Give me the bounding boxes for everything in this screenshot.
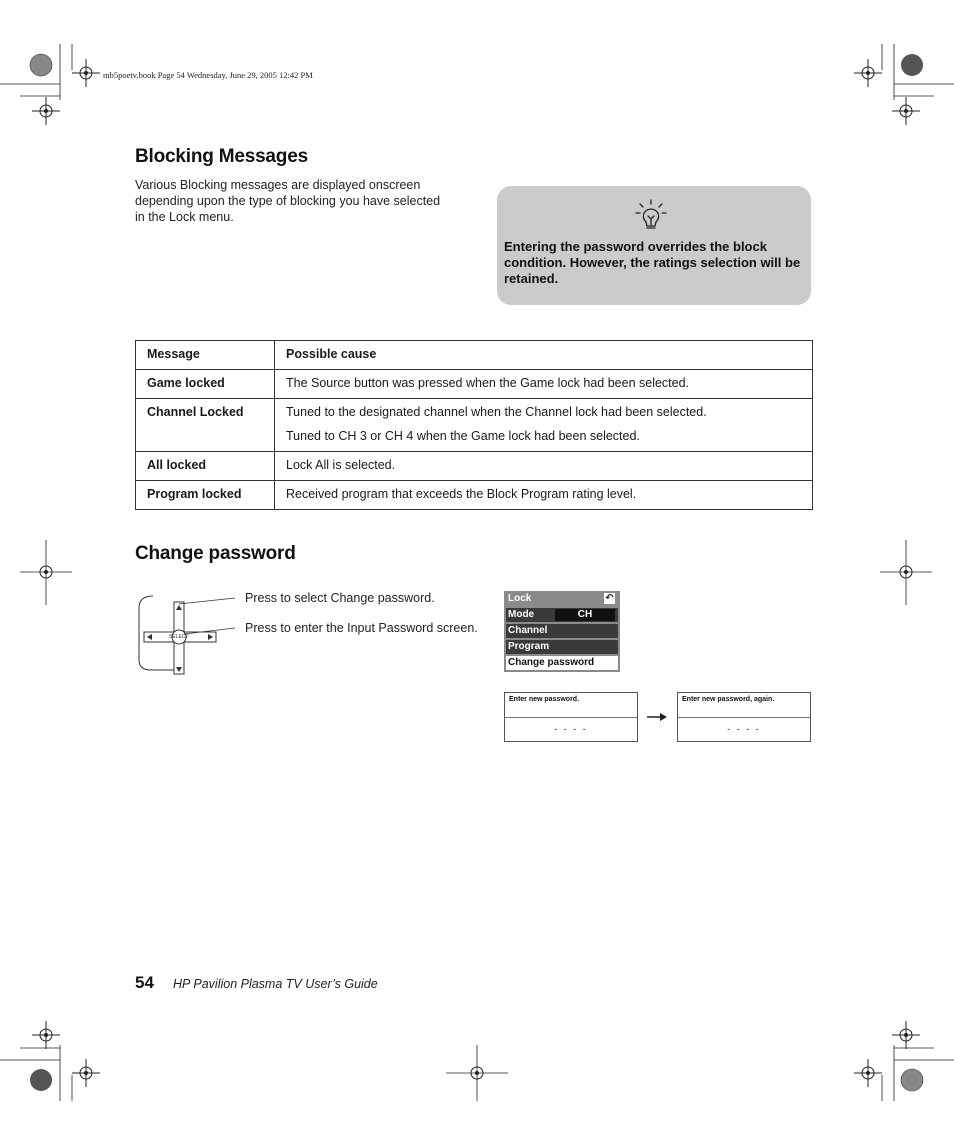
back-arrow-icon[interactable]: ↶ (605, 593, 614, 604)
password-prompt: Enter new password, again. (682, 696, 775, 703)
cause-text: Lock All is selected. (286, 458, 396, 472)
cause-cell (275, 481, 813, 510)
cause-text: The Source button was pressed when the Game lock had been selected. (286, 376, 690, 390)
osd-item-label: Channel (508, 625, 548, 636)
password-prompt: Enter new password. (509, 696, 580, 703)
osd-item-program[interactable] (506, 640, 618, 654)
password-dots: - - - - (727, 724, 761, 734)
lightbulb-icon (634, 198, 668, 232)
osd-item-change-password[interactable] (506, 656, 618, 670)
message-cell: Game locked (136, 370, 275, 399)
table-row (136, 370, 813, 399)
cause-cell (275, 399, 813, 452)
table-header-row (136, 341, 813, 370)
message-cell: All locked (136, 452, 275, 481)
message-cell: Program locked (136, 481, 275, 510)
lock-menu-title: Lock (508, 593, 532, 604)
blocking-messages-table (135, 340, 813, 510)
table-header-cause: Possible cause (275, 341, 813, 370)
osd-item-channel[interactable] (506, 624, 618, 638)
table-row (136, 452, 813, 481)
page-number: 54 (135, 973, 154, 992)
password-entry-box-1[interactable] (504, 692, 638, 742)
table-row (136, 481, 813, 510)
divider (678, 717, 810, 718)
osd-item-mode[interactable] (506, 608, 618, 622)
remote-dpad-illustration (135, 594, 235, 676)
password-entry-box-2[interactable] (677, 692, 811, 742)
osd-item-label: Change password (508, 657, 595, 668)
change-password-heading: Change password (135, 543, 296, 564)
mode-value: CH (555, 609, 615, 621)
lock-menu-osd (504, 591, 620, 672)
blocking-messages-heading: Blocking Messages (135, 146, 308, 167)
tip-text: Entering the password overrides the block condition. However, the ratings selection will be retained. (504, 239, 801, 286)
password-dots: - - - - (554, 724, 588, 734)
table-row (136, 399, 813, 452)
osd-item-label: Mode (508, 609, 535, 620)
cause-cell (275, 452, 813, 481)
file-info-header: mb5poetv.book Page 54 Wednesday, June 29, 2005 12:42 PM (103, 70, 313, 80)
table-header-message: Message (136, 341, 275, 370)
cause-text: Tuned to the designated channel when the Channel lock had been selected. (286, 405, 707, 419)
cause-text: Received program that exceeds the Block Program rating level. (286, 487, 637, 501)
message-cell: Channel Locked (136, 399, 275, 452)
tip-box (497, 186, 811, 305)
callout-select: Press to select Change password. (245, 591, 435, 605)
arrow-right-icon (646, 710, 668, 724)
blocking-intro: Various Blocking messages are displayed onscreen depending upon the type of blocking you have selected in the Lock menu. (135, 178, 441, 224)
cause-cell (275, 370, 813, 399)
select-button-label: SELECT (169, 634, 189, 640)
osd-item-label: Program (508, 641, 550, 652)
callout-enter: Press to enter the Input Password screen. (245, 621, 478, 635)
cause-text: Tuned to CH 3 or CH 4 when the Game lock had been selected. (286, 429, 640, 443)
divider (505, 717, 637, 718)
guide-title: HP Pavilion Plasma TV User’s Guide (173, 977, 378, 991)
